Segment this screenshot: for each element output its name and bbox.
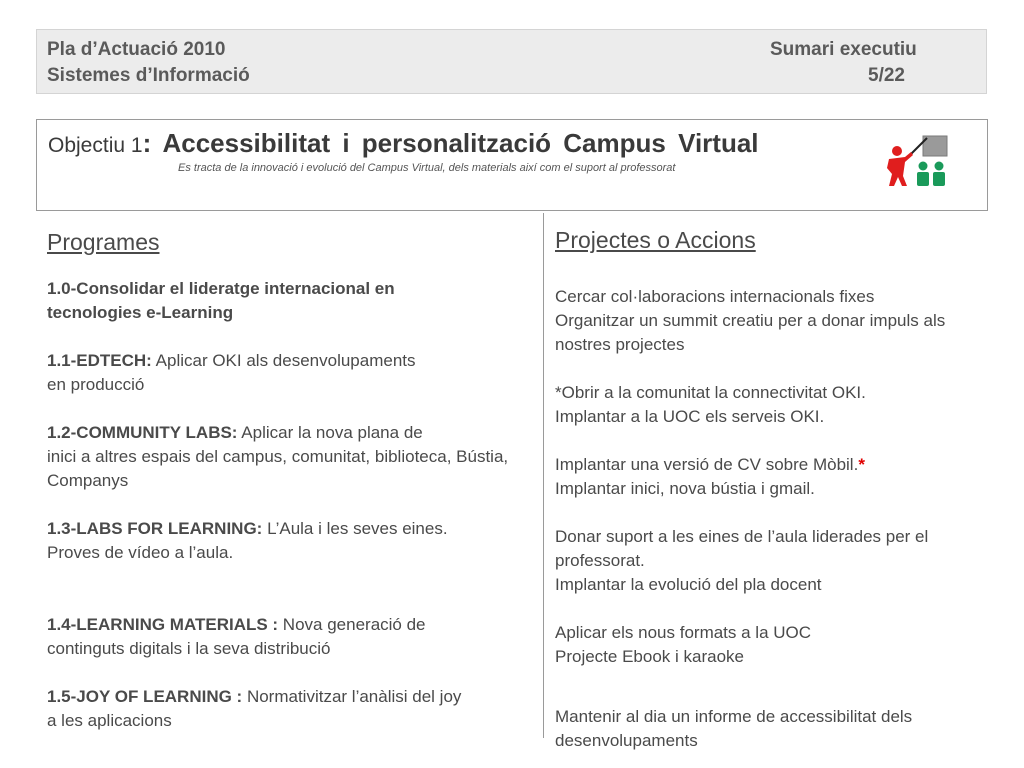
project-text: Implantar una versió de CV sobre Mòbil.	[555, 455, 859, 474]
program-item	[47, 685, 539, 733]
program-code: 1.0-Consolidar el lideratge internacional en tecnologies e-Learning	[47, 279, 395, 322]
program-text: Normativitzar l’anàlisi del joy a les aplicacions	[47, 687, 462, 730]
objective-title	[48, 128, 759, 163]
program-text: L’Aula i les seves eines. Proves de vídeo a l’aula.	[47, 519, 448, 562]
objective-box	[36, 119, 988, 211]
program-item	[47, 613, 539, 661]
asterisk-marker: *	[858, 455, 865, 474]
project-item	[555, 453, 995, 501]
objective-name: : Accessibilitat i personalització Campus Virtual	[142, 128, 759, 158]
column-divider	[543, 213, 544, 738]
objective-description: Es tracta de la innovació i evolució del Campus Virtual, dels materials així com el suport al professorat	[178, 162, 676, 174]
project-item: Cercar col·laboracions internacionals fixes Organitzar un summit creatiu per a donar impuls als nostres projectes	[555, 287, 946, 354]
project-item: Aplicar els nous formats a la UOC Projecte Ebook i karaoke	[555, 623, 812, 666]
program-code: 1.2-COMMUNITY LABS:	[47, 423, 238, 442]
program-code: 1.1-EDTECH:	[47, 351, 152, 370]
projects-column	[555, 225, 995, 753]
objective-prefix: Objectiu 1	[48, 134, 143, 157]
page-number: 5/22	[868, 65, 905, 86]
project-item: Mantenir al dia un informe de accessibilitat dels desenvolupaments	[555, 707, 913, 750]
program-text: Nova generació de continguts digitals i la seva distribució	[47, 615, 426, 658]
program-code: 1.4-LEARNING MATERIALS :	[47, 615, 279, 634]
project-item: *Obrir a la comunitat la connectivitat OKI. Implantar a la UOC els serveis OKI.	[555, 383, 866, 426]
programs-heading: Programes	[47, 229, 160, 255]
header-title: Pla d’Actuació 2010	[47, 39, 226, 60]
project-item: Donar suport a les eines de l’aula liderades per el professorat. Implantar la evolució del pla docent	[555, 527, 929, 594]
program-code: 1.5-JOY OF LEARNING :	[47, 687, 243, 706]
teacher-presentation-icon	[883, 132, 949, 194]
program-text: Aplicar OKI als desenvolupaments en producció	[47, 351, 416, 394]
program-text: Aplicar la nova plana de inici a altres espais del campus, comunitat, biblioteca, Bústia, Companys	[47, 423, 509, 490]
program-item	[47, 517, 539, 565]
projects-heading: Projectes o Accions	[555, 227, 756, 253]
program-code: 1.3-LABS FOR LEARNING:	[47, 519, 263, 538]
project-text-continued: Implantar inici, nova bústia i gmail.	[555, 479, 815, 498]
program-item	[47, 421, 539, 493]
header-subtitle: Sistemes d’Informació	[47, 65, 250, 86]
program-item	[47, 349, 539, 397]
programs-column	[47, 227, 539, 733]
header-section: Sumari executiu	[770, 39, 917, 60]
program-item	[47, 277, 539, 325]
slide-header	[36, 29, 987, 94]
